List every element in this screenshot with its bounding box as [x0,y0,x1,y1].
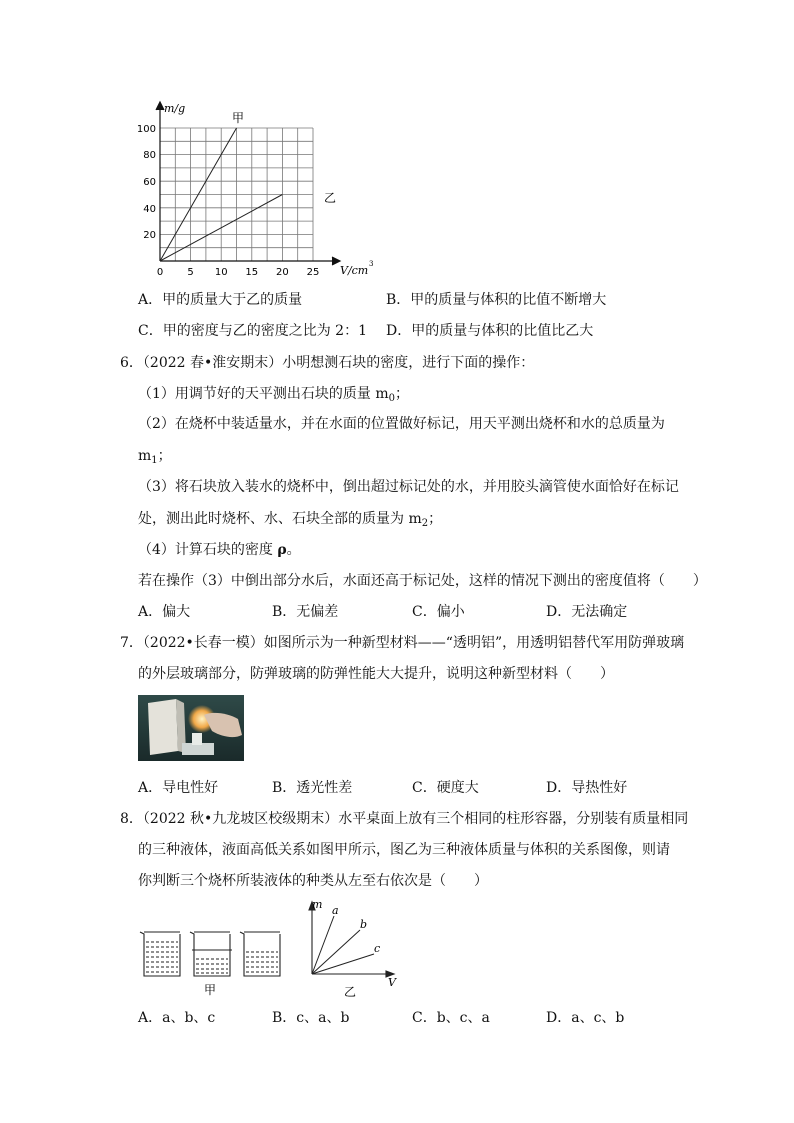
label-jia: 甲 [232,111,245,125]
axis-m-label: m [312,898,323,911]
line-c [312,954,374,974]
transparent-aluminum-photo [138,695,244,761]
x-tick: 0 [156,267,164,278]
q8-option-d: D．a、c、b [546,1010,625,1026]
q5-option-c: C．甲的密度与乙的密度之比为 2：1 [138,323,367,339]
x-tick: 15 [245,267,259,278]
y-tick: 80 [143,150,156,161]
y-tick: 40 [143,204,156,215]
q7-option-c: C．硬度大 [412,780,479,796]
q6-step4: （4）计算石块的密度 ρ。 [138,542,301,558]
q8-option-a: A．a、b、c [138,1010,216,1026]
x-tick: 10 [214,267,228,278]
q7-option-a: A．导电性好 [138,780,219,796]
q6-question: 若在操作（3）中倒出部分水后，水面还高于标记处，这样的情况下测出的密度值将（ ） [138,573,707,589]
q6-step3: （3）将石块放入装水的烧杯中，倒出超过标记处的水，并用胶头滴管使水面恰好在标记 [138,479,679,495]
y-tick: 20 [143,230,156,241]
y-tick: 60 [143,177,156,188]
line-a-label: a [332,904,339,917]
q7-option-d: D．导热性好 [546,780,628,796]
figure-jia-label: 甲 [204,983,217,997]
q8-stem: 8．（2022 秋•九龙坡区校级期末）水平桌面上放有三个相同的柱形容器，分别装有质量相同 [120,811,689,827]
q5-option-d: D．甲的质量与体积的比值比乙大 [386,323,594,339]
line-a [312,916,334,974]
q8-stem-cont1: 的三种液体，液面高低关系如图甲所示，图乙为三种液体质量与体积的关系图像，则请 [138,842,670,858]
q6-stem: 6．（2022 春•淮安期末）小明想测石块的密度，进行下面的操作： [120,355,535,371]
y-axis-label: m/g [164,102,186,115]
q5-option-a: A．甲的质量大于乙的质量 [138,292,303,308]
q8-stem-cont2: 你判断三个烧杯所装液体的种类从左至右依次是（ ） [138,873,488,889]
x-axis-label-sup: 3 [369,260,374,268]
q6-option-b: B．无偏差 [272,604,339,620]
q6-step2-cont: $m_1$； [138,448,172,466]
beakers-figure [136,926,286,998]
x-axis-label: V/cm [340,264,369,277]
x-tick: 20 [276,267,289,278]
y-tick: 100 [136,124,156,135]
line-b [312,930,360,974]
q7-stem-cont: 的外层玻璃部分，防弹玻璃的防弹性能大大提升，说明这种新型材料（ ） [138,666,614,682]
line-b-label: b [360,918,368,931]
q8-option-c: C．b、c、a [412,1010,490,1026]
q7-option-b: B．透光性差 [272,780,353,796]
q6-option-c: C．偏小 [412,604,465,620]
q7-stem: 7．（2022•长春一模）如图所示为一种新型材料——“透明铝”，用透明铝替代军用防弹玻璃 [120,635,685,651]
line-c-label: c [374,942,381,955]
axis-v-label: V [388,976,396,989]
mv-lines-figure [300,896,410,1000]
q6-step3-cont: 处，测出此时烧杯、水、石块全部的质量为 $m_2$； [138,511,443,529]
x-tick: 5 [187,267,194,278]
q6-option-a: A．偏大 [138,604,191,620]
x-tick: 25 [306,267,320,278]
label-yi: 乙 [324,191,337,205]
figure-yi-label: 乙 [344,985,357,999]
q8-option-b: B．c、a、b [272,1010,350,1026]
q6-step1: （1）用调节好的天平测出石块的质量 $m_0$； [138,386,410,404]
q5-option-b: B．甲的质量与体积的比值不断增大 [386,292,607,308]
q6-step2: （2）在烧杯中装适量水，并在水面的位置做好标记，用天平测出烧杯和水的总质量为 [138,416,665,432]
q6-option-d: D．无法确定 [546,604,628,620]
mass-volume-graph [128,98,398,283]
